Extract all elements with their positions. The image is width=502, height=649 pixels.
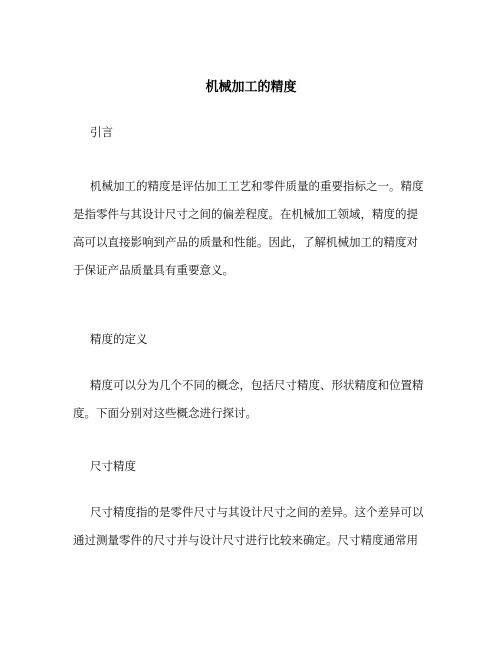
paragraph-line: 精度可以分为几个不同的概念，包括尺寸精度、形状精度和位置精 — [90, 378, 424, 392]
paragraph-line: 机械加工的精度是评估加工工艺和零件质量的重要指标之一。精度 — [90, 179, 424, 193]
section-heading-intro: 引言 — [90, 125, 113, 139]
section-paragraph-dimensional — [73, 498, 433, 554]
paragraph-line: 于保证产品质量具有重要意义。 — [73, 263, 234, 277]
section-paragraph-intro — [73, 172, 433, 284]
section-heading-definition: 精度的定义 — [90, 332, 148, 346]
section-heading-dimensional: 尺寸精度 — [90, 459, 136, 473]
paragraph-line: 通过测量零件的尺寸并与设计尺寸进行比较来确定。尺寸精度通常用 — [73, 533, 418, 547]
paragraph-line: 高可以直接影响到产品的质量和性能。因此，了解机械加工的精度对 — [73, 235, 418, 249]
paragraph-line: 度。下面分别对这些概念进行探讨。 — [73, 406, 257, 420]
paragraph-line: 尺寸精度指的是零件尺寸与其设计尺寸之间的差异。这个差异可以 — [90, 505, 424, 519]
section-paragraph-definition — [73, 371, 433, 427]
paragraph-line: 是指零件与其设计尺寸之间的偏差程度。在机械加工领域，精度的提 — [73, 207, 418, 221]
document-title: 机械加工的精度 — [205, 80, 297, 95]
